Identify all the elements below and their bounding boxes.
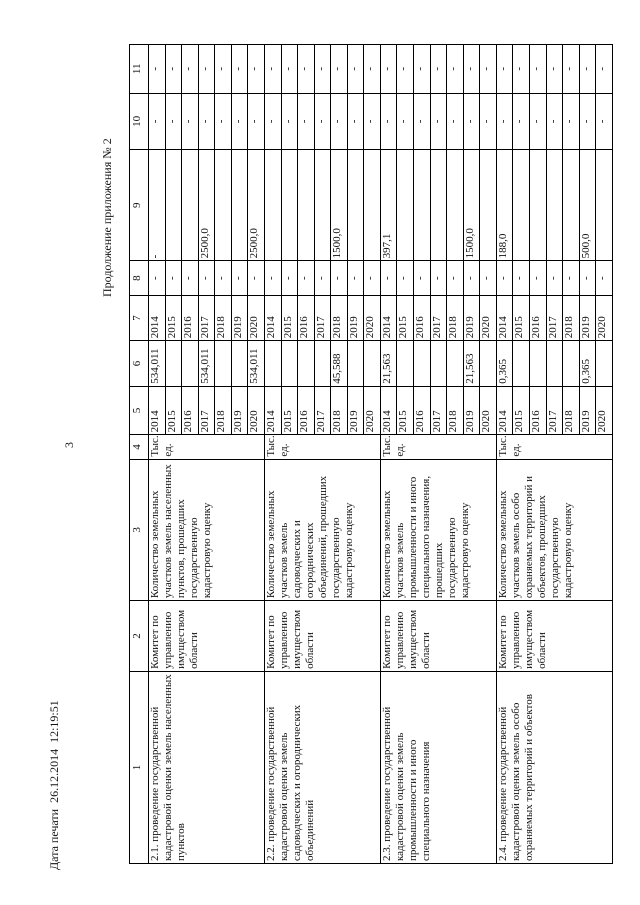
cell-col-7: 2019 [347, 295, 364, 341]
cell-col-5: 2019 [347, 386, 364, 435]
cell-col-6 [596, 341, 613, 387]
indicator-cell: Количество земельных участков земель промышленности и иного специального назначения, прошедших государственную кадастровую оценку [380, 459, 496, 601]
cell-col-7: 2019 [579, 295, 596, 341]
executor-cell: Комитет по управлению имуществом области [496, 601, 612, 672]
cell-col-10: - [149, 93, 166, 150]
appendix-continuation-label: Продолжение приложения № 2 [100, 138, 114, 297]
header-col-9: 9 [130, 150, 149, 261]
cell-col-11: - [149, 45, 166, 94]
cell-col-7: 2014 [149, 295, 166, 341]
cell-col-9: 2500,0 [198, 150, 215, 261]
table-row [264, 45, 281, 864]
cell-col-8: - [264, 261, 281, 295]
cell-col-9 [231, 150, 248, 261]
cell-col-7: 2019 [231, 295, 248, 341]
print-time-value: 12:19:51 [47, 700, 61, 743]
print-date-value: 26.12.2014 [47, 748, 61, 803]
cell-col-11: - [496, 45, 513, 94]
cell-col-6: 45,588 [331, 341, 348, 387]
cell-col-10: - [447, 93, 464, 150]
cell-col-9: 1500,0 [331, 150, 348, 261]
cell-col-9: 2500,0 [248, 150, 265, 261]
header-col-5: 5 [130, 386, 149, 435]
cell-col-7: 2015 [281, 295, 298, 341]
cell-col-11: - [165, 45, 182, 94]
cell-col-8: - [397, 261, 414, 295]
cell-col-10: - [430, 93, 447, 150]
executor-cell: Комитет по управлению имуществом области [264, 601, 380, 672]
cell-col-6: 534,011 [149, 341, 166, 387]
header-col-3: 3 [130, 459, 149, 601]
cell-col-11: - [414, 45, 431, 94]
cell-col-11: - [513, 45, 530, 94]
cell-col-11: - [463, 45, 480, 94]
cell-col-7: 2014 [264, 295, 281, 341]
cell-col-11: - [529, 45, 546, 94]
activity-name-cell: 2.4. проведение государственной кадастровой оценки земель особо охраняемых территорий и объектов [496, 671, 612, 863]
executor-cell: Комитет по управлению имуществом области [149, 601, 265, 672]
cell-col-9: 188,0 [496, 150, 513, 261]
cell-col-7: 2014 [380, 295, 397, 341]
header-col-1: 1 [130, 671, 149, 863]
cell-col-8: - [215, 261, 232, 295]
cell-col-6 [281, 341, 298, 387]
header-col-11: 11 [130, 45, 149, 94]
cell-col-8: - [529, 261, 546, 295]
cell-col-11: - [546, 45, 563, 94]
cell-col-9 [546, 150, 563, 261]
cell-col-9 [182, 150, 199, 261]
cell-col-10: - [563, 93, 580, 150]
cell-col-10: - [182, 93, 199, 150]
cell-col-7: 2018 [563, 295, 580, 341]
cell-col-10: - [463, 93, 480, 150]
cell-col-6: 21,563 [463, 341, 480, 387]
cell-col-10: - [579, 93, 596, 150]
cell-col-6 [182, 341, 199, 387]
cell-col-9 [563, 150, 580, 261]
cell-col-9 [314, 150, 331, 261]
cell-col-5: 2018 [447, 386, 464, 435]
cell-col-10: - [298, 93, 315, 150]
cell-col-10: - [380, 93, 397, 150]
activity-name-cell: 2.3. проведение государственной кадастровой оценки земель промышленности и иного специального назначения [380, 671, 496, 863]
cell-col-7: 2016 [182, 295, 199, 341]
cell-col-6: 534,011 [198, 341, 215, 387]
cell-col-5: 2014 [496, 386, 513, 435]
cell-col-8: - [513, 261, 530, 295]
cell-col-6 [347, 341, 364, 387]
program-table [129, 44, 613, 864]
cell-col-11: - [579, 45, 596, 94]
cell-col-5: 2016 [414, 386, 431, 435]
cell-col-9 [347, 150, 364, 261]
cell-col-5: 2018 [331, 386, 348, 435]
cell-col-11: - [281, 45, 298, 94]
cell-col-5: 2020 [248, 386, 265, 435]
cell-col-11: - [397, 45, 414, 94]
header-col-2: 2 [130, 601, 149, 672]
cell-col-5: 2014 [149, 386, 166, 435]
cell-col-10: - [513, 93, 530, 150]
cell-col-6 [430, 341, 447, 387]
header-col-8: 8 [130, 261, 149, 295]
cell-col-8: - [463, 261, 480, 295]
cell-col-6 [314, 341, 331, 387]
cell-col-8: - [364, 261, 381, 295]
cell-col-9 [447, 150, 464, 261]
cell-col-7: 2016 [529, 295, 546, 341]
cell-col-8: - [281, 261, 298, 295]
cell-col-5: 2017 [198, 386, 215, 435]
cell-col-9 [215, 150, 232, 261]
cell-col-11: - [248, 45, 265, 94]
cell-col-7: 2015 [397, 295, 414, 341]
cell-col-7: 2018 [215, 295, 232, 341]
table-row [149, 45, 166, 864]
cell-col-10: - [596, 93, 613, 150]
cell-col-9 [165, 150, 182, 261]
header-col-6: 6 [130, 341, 149, 387]
cell-col-5: 2018 [563, 386, 580, 435]
cell-col-10: - [364, 93, 381, 150]
cell-col-11: - [182, 45, 199, 94]
cell-col-9 [480, 150, 497, 261]
cell-col-8: - [380, 261, 397, 295]
unit-cell: Тыс. ед. [496, 435, 612, 459]
cell-col-10: - [529, 93, 546, 150]
cell-col-10: - [414, 93, 431, 150]
cell-col-11: - [447, 45, 464, 94]
cell-col-6 [215, 341, 232, 387]
cell-col-6 [231, 341, 248, 387]
cell-col-11: - [596, 45, 613, 94]
cell-col-7: 2018 [447, 295, 464, 341]
cell-col-6: 21,563 [380, 341, 397, 387]
cell-col-5: 2015 [513, 386, 530, 435]
cell-col-5: 2019 [463, 386, 480, 435]
cell-col-9 [281, 150, 298, 261]
activity-name-cell: 2.2. проведение государственной кадастровой оценки земель садоводческих и огороднических объединений [264, 671, 380, 863]
cell-col-10: - [331, 93, 348, 150]
cell-col-6 [529, 341, 546, 387]
table-body [149, 45, 613, 864]
cell-col-8: - [331, 261, 348, 295]
print-date [47, 700, 62, 870]
indicator-cell: Количество земельных участков земель садоводческих и огороднических объединений, прошедших государственную кадастровую оценку [264, 459, 380, 601]
executor-cell: Комитет по управлению имуществом области [380, 601, 496, 672]
cell-col-10: - [165, 93, 182, 150]
cell-col-6 [513, 341, 530, 387]
cell-col-10: - [496, 93, 513, 150]
cell-col-10: - [215, 93, 232, 150]
cell-col-6 [414, 341, 431, 387]
indicator-cell: Количество земельных участков земель особо охраняемых территорий и объектов, прошедших государственную кадастровую оценку [496, 459, 612, 601]
cell-col-9 [364, 150, 381, 261]
cell-col-5: 2020 [364, 386, 381, 435]
cell-col-8: - [496, 261, 513, 295]
cell-col-10: - [397, 93, 414, 150]
cell-col-9 [430, 150, 447, 261]
cell-col-5: 2016 [182, 386, 199, 435]
unit-cell: Тыс. ед. [380, 435, 496, 459]
cell-col-9 [513, 150, 530, 261]
cell-col-11: - [563, 45, 580, 94]
cell-col-5: 2014 [380, 386, 397, 435]
cell-col-10: - [546, 93, 563, 150]
program-table-container [129, 44, 613, 864]
cell-col-8: - [231, 261, 248, 295]
cell-col-8: - [430, 261, 447, 295]
cell-col-6: 0,365 [496, 341, 513, 387]
cell-col-6 [447, 341, 464, 387]
cell-col-7: 2020 [596, 295, 613, 341]
cell-col-8: - [347, 261, 364, 295]
cell-col-6 [563, 341, 580, 387]
cell-col-10: - [347, 93, 364, 150]
cell-col-5: 2019 [579, 386, 596, 435]
cell-col-7: 2015 [513, 295, 530, 341]
cell-col-11: - [347, 45, 364, 94]
cell-col-7: 2017 [546, 295, 563, 341]
cell-col-11: - [215, 45, 232, 94]
header-col-4: 4 [130, 435, 149, 459]
cell-col-7: 2016 [414, 295, 431, 341]
cell-col-8: - [314, 261, 331, 295]
cell-col-5: 2018 [215, 386, 232, 435]
cell-col-9 [596, 150, 613, 261]
cell-col-8: - [579, 261, 596, 295]
cell-col-6 [397, 341, 414, 387]
cell-col-10: - [314, 93, 331, 150]
header-row [130, 45, 149, 864]
cell-col-6: 0,365 [579, 341, 596, 387]
cell-col-7: 2016 [298, 295, 315, 341]
cell-col-11: - [331, 45, 348, 94]
cell-col-8: - [248, 261, 265, 295]
table-row [496, 45, 513, 864]
cell-col-5: 2015 [397, 386, 414, 435]
table-row [380, 45, 397, 864]
cell-col-6 [546, 341, 563, 387]
cell-col-11: - [380, 45, 397, 94]
cell-col-11: - [430, 45, 447, 94]
cell-col-5: 2019 [231, 386, 248, 435]
cell-col-11: - [480, 45, 497, 94]
cell-col-8: - [198, 261, 215, 295]
cell-col-5: 2016 [298, 386, 315, 435]
cell-col-7: 2020 [480, 295, 497, 341]
cell-col-9: - [149, 150, 166, 261]
cell-col-8: - [149, 261, 166, 295]
cell-col-5: 2015 [165, 386, 182, 435]
cell-col-6 [480, 341, 497, 387]
cell-col-8: - [563, 261, 580, 295]
cell-col-7: 2020 [248, 295, 265, 341]
cell-col-7: 2017 [430, 295, 447, 341]
cell-col-8: - [298, 261, 315, 295]
cell-col-11: - [364, 45, 381, 94]
cell-col-10: - [281, 93, 298, 150]
cell-col-5: 2016 [529, 386, 546, 435]
cell-col-9 [414, 150, 431, 261]
cell-col-8: - [182, 261, 199, 295]
cell-col-9 [397, 150, 414, 261]
cell-col-10: - [248, 93, 265, 150]
cell-col-6 [298, 341, 315, 387]
cell-col-7: 2015 [165, 295, 182, 341]
cell-col-5: 2015 [281, 386, 298, 435]
cell-col-5: 2017 [546, 386, 563, 435]
cell-col-8: - [480, 261, 497, 295]
cell-col-8: - [165, 261, 182, 295]
cell-col-11: - [314, 45, 331, 94]
cell-col-8: - [414, 261, 431, 295]
cell-col-6 [165, 341, 182, 387]
cell-col-7: 2018 [331, 295, 348, 341]
cell-col-9: 397,1 [380, 150, 397, 261]
indicator-cell: Количество земельных участков земель населенных пунктов, прошедших государственную кадастровую оценку [149, 459, 265, 601]
cell-col-8: - [596, 261, 613, 295]
cell-col-7: 2020 [364, 295, 381, 341]
header-col-7: 7 [130, 295, 149, 341]
cell-col-9 [264, 150, 281, 261]
cell-col-9: 1500,0 [463, 150, 480, 261]
cell-col-6: 534,011 [248, 341, 265, 387]
cell-col-11: - [298, 45, 315, 94]
cell-col-5: 2014 [264, 386, 281, 435]
cell-col-9 [298, 150, 315, 261]
cell-col-11: - [264, 45, 281, 94]
cell-col-5: 2017 [314, 386, 331, 435]
cell-col-10: - [198, 93, 215, 150]
cell-col-11: - [198, 45, 215, 94]
cell-col-9: 500,0 [579, 150, 596, 261]
cell-col-6 [364, 341, 381, 387]
cell-col-7: 2017 [198, 295, 215, 341]
cell-col-11: - [231, 45, 248, 94]
cell-col-7: 2014 [496, 295, 513, 341]
print-date-label: Дата печати [47, 808, 61, 870]
cell-col-6 [264, 341, 281, 387]
cell-col-7: 2019 [463, 295, 480, 341]
cell-col-8: - [447, 261, 464, 295]
cell-col-9 [529, 150, 546, 261]
cell-col-10: - [231, 93, 248, 150]
page-number: 3 [62, 442, 76, 448]
cell-col-10: - [480, 93, 497, 150]
cell-col-7: 2017 [314, 295, 331, 341]
unit-cell: Тыс. ед. [149, 435, 265, 459]
cell-col-5: 2017 [430, 386, 447, 435]
cell-col-10: - [264, 93, 281, 150]
cell-col-8: - [546, 261, 563, 295]
header-col-10: 10 [130, 93, 149, 150]
cell-col-5: 2020 [480, 386, 497, 435]
activity-name-cell: 2.1. проведение государственной кадастровой оценки земель населенных пунктов [149, 671, 265, 863]
unit-cell: Тыс. ед. [264, 435, 380, 459]
cell-col-5: 2020 [596, 386, 613, 435]
